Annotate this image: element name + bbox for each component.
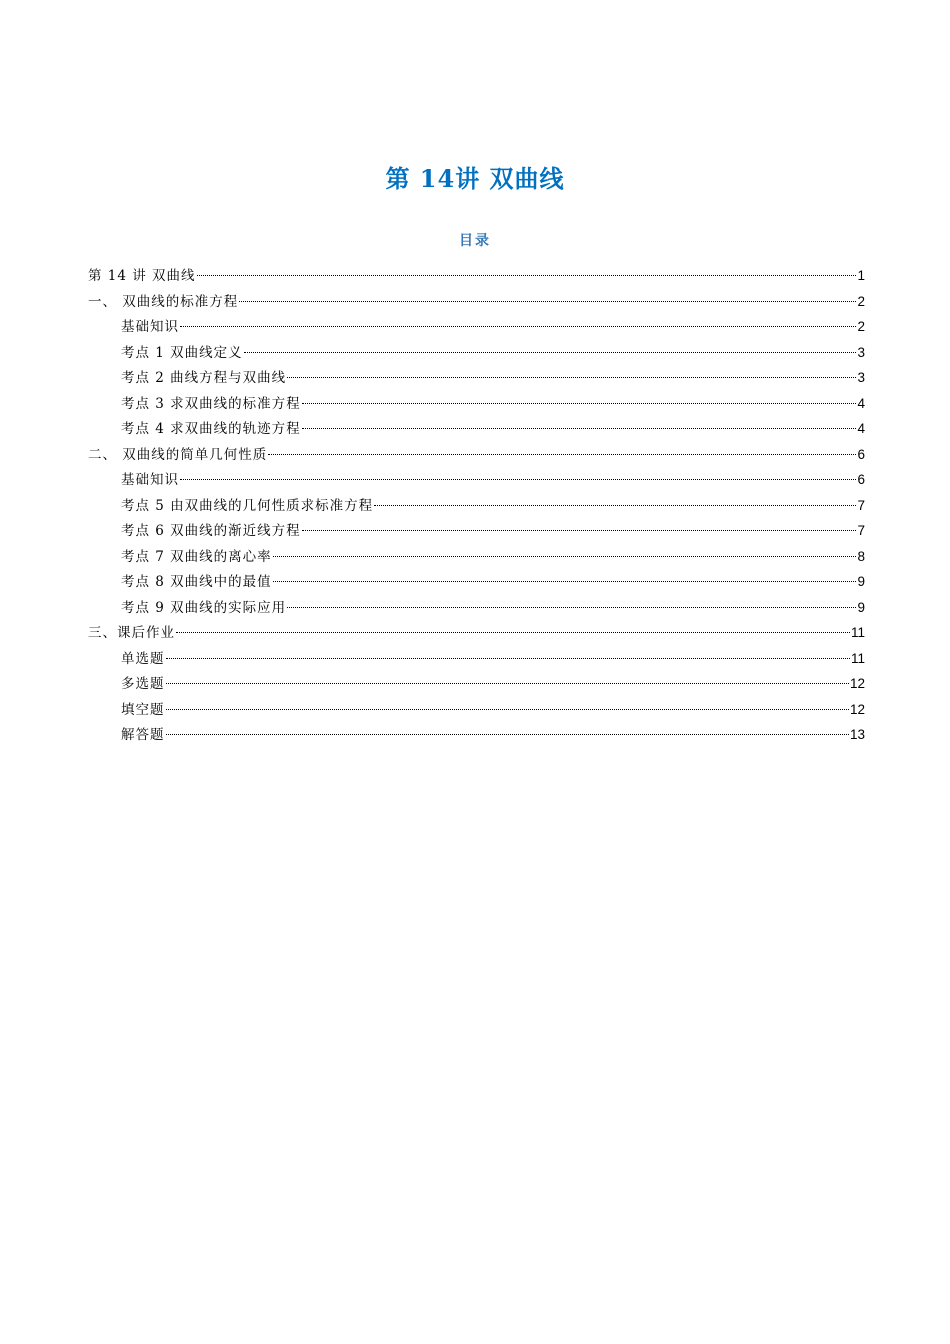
- toc-entry-label: 考点 3 求双曲线的标准方程: [121, 395, 301, 412]
- toc-entry[interactable]: [88, 569, 865, 595]
- toc-entry[interactable]: [88, 467, 865, 493]
- toc-entry-page: 6: [857, 472, 865, 487]
- toc-entry-label: 三、课后作业: [88, 625, 175, 641]
- dot-leader: [197, 275, 857, 276]
- toc-entry-page: 9: [857, 574, 865, 589]
- dot-leader: [302, 428, 857, 429]
- toc-entry[interactable]: [88, 365, 865, 391]
- table-of-contents: [88, 263, 865, 748]
- toc-entry[interactable]: [88, 722, 865, 748]
- toc-entry[interactable]: [88, 518, 865, 544]
- toc-entry-label: 考点 8 双曲线中的最值: [121, 574, 272, 590]
- toc-entry-label: 考点 6 双曲线的渐近线方程: [121, 523, 301, 539]
- toc-entry-page: 4: [857, 395, 865, 411]
- dot-leader: [166, 683, 849, 684]
- toc-entry-page: 11: [850, 650, 865, 666]
- toc-entry-page: 7: [857, 523, 865, 538]
- toc-entry-label: 考点 2 曲线方程与双曲线: [121, 370, 287, 386]
- toc-entry[interactable]: [88, 340, 865, 366]
- dot-leader: [166, 658, 850, 659]
- toc-entry-label: 基础知识: [121, 472, 179, 488]
- toc-entry-label: 多选题: [121, 676, 165, 692]
- toc-entry-label: 考点 9 双曲线的实际应用: [121, 599, 287, 616]
- toc-entry-label: 一、 双曲线的标准方程: [88, 293, 239, 310]
- toc-entry[interactable]: [88, 671, 865, 697]
- toc-entry-page: 4: [857, 421, 865, 436]
- toc-entry[interactable]: [88, 442, 865, 468]
- dot-leader: [273, 556, 857, 557]
- toc-entry-page: 12: [849, 701, 865, 717]
- toc-entry[interactable]: [88, 416, 865, 442]
- dot-leader: [180, 326, 856, 327]
- toc-entry-page: 3: [857, 344, 865, 360]
- dot-leader: [166, 709, 849, 710]
- toc-entry-page: 1: [857, 268, 865, 283]
- document-title: 第 14讲 双曲线: [385, 164, 565, 194]
- toc-entry-label: 第 14 讲 双曲线: [88, 268, 196, 284]
- dot-leader: [239, 301, 856, 302]
- dot-leader: [287, 377, 856, 378]
- toc-entry-page: 11: [850, 625, 865, 640]
- dot-leader: [302, 530, 857, 531]
- toc-entry[interactable]: [88, 620, 865, 646]
- toc-entry-label: 解答题: [121, 727, 165, 743]
- toc-entry-page: 12: [849, 676, 865, 691]
- toc-entry-label: 填空题: [121, 701, 165, 718]
- toc-entry[interactable]: [88, 391, 865, 417]
- toc-entry-label: 单选题: [121, 650, 165, 667]
- dot-leader: [302, 403, 857, 404]
- toc-entry-page: 8: [857, 548, 865, 564]
- toc-entry[interactable]: [88, 289, 865, 315]
- toc-entry-page: 6: [857, 446, 865, 462]
- dot-leader: [268, 454, 856, 455]
- toc-entry[interactable]: [88, 314, 865, 340]
- toc-entry[interactable]: [88, 697, 865, 723]
- toc-entry-page: 3: [857, 370, 865, 385]
- dot-leader: [180, 479, 856, 480]
- toc-entry-page: 2: [857, 293, 865, 309]
- dot-leader: [166, 734, 849, 735]
- dot-leader: [273, 581, 857, 582]
- toc-entry-label: 考点 1 双曲线定义: [121, 344, 243, 361]
- dot-leader: [244, 352, 857, 353]
- toc-entry[interactable]: [88, 263, 865, 289]
- toc-entry[interactable]: [88, 595, 865, 621]
- toc-entry-page: 9: [857, 599, 865, 615]
- toc-entry-page: 7: [857, 497, 865, 513]
- dot-leader: [374, 505, 856, 506]
- toc-entry-label: 考点 4 求双曲线的轨迹方程: [121, 421, 301, 437]
- toc-entry-label: 基础知识: [121, 319, 179, 335]
- toc-entry[interactable]: [88, 646, 865, 672]
- toc-entry[interactable]: [88, 544, 865, 570]
- toc-entry-label: 二、 双曲线的简单几何性质: [88, 446, 268, 463]
- toc-entry-label: 考点 5 由双曲线的几何性质求标准方程: [121, 497, 374, 514]
- dot-leader: [287, 607, 856, 608]
- toc-heading: 目录: [459, 233, 491, 249]
- toc-entry-page: 2: [857, 319, 865, 334]
- dot-leader: [176, 632, 850, 633]
- toc-entry-label: 考点 7 双曲线的离心率: [121, 548, 272, 565]
- toc-entry[interactable]: [88, 493, 865, 519]
- toc-entry-page: 13: [849, 727, 865, 742]
